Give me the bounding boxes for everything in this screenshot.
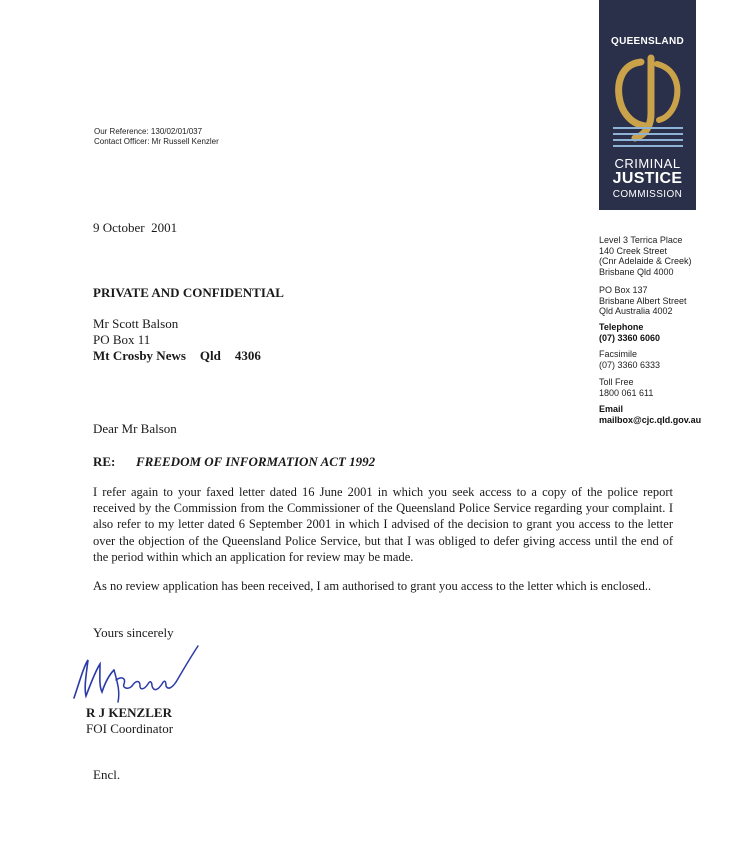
salutation: Dear Mr Balson	[93, 421, 177, 436]
address-line: 140 Creek Street	[599, 245, 668, 256]
cjc-emblem-icon	[611, 50, 685, 150]
postal-line: Qld Australia 4002	[599, 306, 673, 316]
postal-line: PO Box 137	[599, 285, 648, 295]
recipient-line: Mr Scott Balson	[93, 316, 179, 331]
logo-line-commission: COMMISSION	[612, 189, 683, 200]
logo-line-justice: JUSTICE	[612, 170, 683, 187]
recipient-state: Qld	[199, 348, 221, 363]
postal-line: Brisbane Albert Street	[599, 295, 687, 306]
recipient-locality-line	[93, 348, 261, 364]
facsimile-label: Facsimile	[599, 349, 638, 359]
address-line: Brisbane Qld 4000	[599, 266, 674, 277]
telephone-number: (07) 3360 6060	[599, 332, 661, 343]
sidebar-postal	[599, 285, 687, 317]
tollfree-number: 1800 061 611	[599, 387, 654, 398]
sidebar-telephone	[599, 322, 660, 343]
enclosure-note: Encl.	[93, 767, 121, 782]
signature-image	[66, 640, 206, 710]
address-line: Level 3 Terrica Place	[599, 235, 683, 245]
sidebar-tollfree	[599, 377, 653, 398]
logo-line-criminal: CRIMINAL	[614, 156, 681, 171]
tollfree-label: Toll Free	[599, 377, 634, 387]
sidebar-address	[599, 235, 692, 277]
signatory-name: R J KENZLER	[86, 705, 172, 720]
closing: Yours sincerely	[93, 625, 174, 640]
letter-date: 9 October 2001	[93, 220, 178, 235]
email-label: Email	[599, 404, 624, 414]
facsimile-number: (07) 3360 6333	[599, 359, 661, 370]
recipient-postcode: 4306	[234, 348, 261, 363]
recipient-line: PO Box 11	[93, 332, 151, 347]
logo-line-queensland: QUEENSLAND	[610, 36, 684, 47]
telephone-label: Telephone	[599, 322, 644, 332]
re-label	[93, 453, 115, 471]
sidebar-email	[599, 404, 701, 425]
our-reference: Our Reference: 130/02/01/037	[94, 127, 203, 136]
signatory-title: FOI Coordinator	[86, 721, 174, 736]
sidebar-facsimile	[599, 349, 660, 370]
contact-officer: Contact Officer: Mr Russell Kenzler	[94, 137, 219, 146]
body-paragraph-1: I refer again to your faxed letter dated 16 June 2001 in which you seek access to a copy of the police report received by the Commission from the Commissioner of the Queensland Police Service regarding your complaint. I also refer to my letter dated 6 September 2001 in which I advised of the decision to grant you access to the letter over the objection of the Queensland Police Service, but that I was obliged to defer giving access until the end of the period within which an application for review may be made.	[93, 485, 673, 564]
body-paragraph-2: As no review application has been received, I am authorised to grant you access to the letter which is enclosed..	[93, 579, 652, 593]
recipient-locality: Mt Crosby News	[93, 348, 186, 363]
email-address[interactable]: mailbox@cjc.qld.gov.au	[599, 414, 702, 425]
recipient-address	[93, 316, 261, 364]
address-line: (Cnr Adelaide & Creek)	[599, 256, 692, 266]
cjc-logo	[599, 0, 696, 210]
re-title-text: FREEDOM OF INFORMATION ACT 1992	[136, 454, 376, 469]
re-title	[136, 453, 375, 471]
re-label-text: RE:	[93, 454, 116, 469]
confidential-heading: PRIVATE AND CONFIDENTIAL	[93, 285, 284, 300]
